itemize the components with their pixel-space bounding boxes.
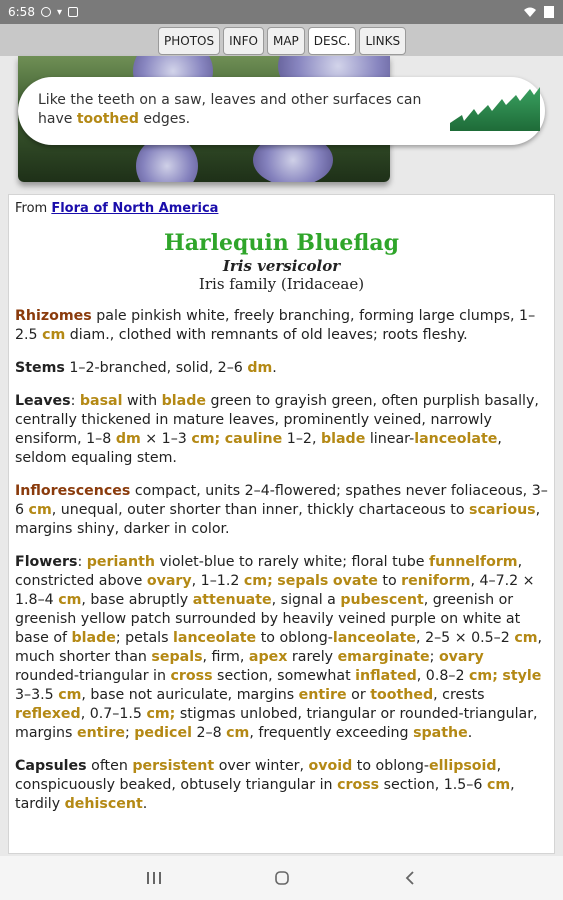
- description-text: or: [346, 687, 371, 703]
- description-text: over winter,: [214, 758, 309, 774]
- description-text: violet-blue to rarely white; floral tube: [154, 554, 429, 570]
- description-text: with: [122, 393, 162, 409]
- glossary-term[interactable]: dehiscent: [64, 796, 143, 812]
- description-text: , margins shiny, darker in color.: [15, 502, 541, 537]
- back-button[interactable]: [400, 868, 420, 888]
- description-text: compact, units 2–4-flowered; spathes never foliaceous, 3–6: [15, 483, 548, 518]
- signal-small-icon: ▾: [56, 6, 62, 18]
- glossary-term[interactable]: ovary: [438, 649, 484, 665]
- glossary-term[interactable]: style: [502, 668, 542, 684]
- glossary-term[interactable]: pedicel: [134, 725, 192, 741]
- glossary-term[interactable]: sepals: [151, 649, 203, 665]
- description-text: to: [377, 573, 402, 589]
- tab-photos[interactable]: PHOTOS: [158, 27, 220, 55]
- glossary-term[interactable]: toothed: [370, 687, 434, 703]
- glossary-term[interactable]: funnelform: [428, 554, 518, 570]
- glossary-term[interactable]: inflated: [355, 668, 417, 684]
- glossary-term[interactable]: persistent: [132, 758, 215, 774]
- description-text: stigmas unlobed, triangular or rounded-triangular, margins: [15, 706, 538, 741]
- tab-bar: [0, 24, 563, 56]
- glossary-term[interactable]: lanceolate: [414, 431, 498, 447]
- tab-info[interactable]: INFO: [223, 27, 264, 55]
- description-paragraphs: [15, 307, 548, 814]
- description-text: 2–8: [191, 725, 227, 741]
- glossary-tooltip[interactable]: [18, 77, 545, 145]
- description-text: , 0.7–1.5: [80, 706, 147, 722]
- description-text: , conspicuously beaked, obtusely triangular in: [15, 758, 502, 793]
- description-rhizomes: [15, 307, 548, 345]
- home-button[interactable]: [272, 868, 292, 888]
- description-text: pale pinkish white, freely branching, forming large clumps, 1–2.5: [15, 308, 536, 343]
- scientific-name: Iris versicolor: [222, 257, 341, 275]
- description-text: linear-: [365, 431, 415, 447]
- section-heading: Capsules: [15, 758, 87, 774]
- description-text: , seldom equaling stem.: [15, 431, 502, 466]
- description-text: , tardily: [15, 777, 515, 812]
- glossary-term[interactable]: reniform: [401, 573, 471, 589]
- description-text: :: [77, 554, 87, 570]
- glossary-term[interactable]: lanceolate: [173, 630, 257, 646]
- section-heading: Stems: [15, 360, 65, 376]
- description-capsules: [15, 757, 548, 814]
- glossary-term[interactable]: cm;: [243, 573, 273, 589]
- status-bar: [0, 0, 563, 24]
- glossary-term[interactable]: ellipsoid: [428, 758, 497, 774]
- description-text: to oblong-: [256, 630, 333, 646]
- description-text: ;: [124, 725, 135, 741]
- glossary-term[interactable]: cm;: [191, 431, 221, 447]
- glossary-term[interactable]: cm: [486, 777, 511, 793]
- tooltip-text: Like the teeth on a saw, leaves and other surfaces can have toothed edges.: [38, 92, 422, 127]
- description-text: , 0.8–2: [416, 668, 469, 684]
- glossary-term[interactable]: cm: [514, 630, 538, 646]
- description-text: , base not auriculate, margins: [81, 687, 299, 703]
- recents-button[interactable]: [144, 868, 164, 888]
- battery-icon: [543, 5, 555, 19]
- tab-links[interactable]: LINKS: [359, 27, 406, 55]
- glossary-term[interactable]: cm: [42, 327, 66, 343]
- title-block: [15, 230, 548, 293]
- glossary-term[interactable]: attenuate: [192, 592, 272, 608]
- glossary-term[interactable]: reflexed: [15, 706, 81, 722]
- family-name: Iris family (Iridaceae): [198, 275, 365, 293]
- glossary-term[interactable]: cauline: [224, 431, 283, 447]
- glossary-term[interactable]: blade: [320, 431, 366, 447]
- description-text: rounded-triangular in: [15, 668, 171, 684]
- description-inflorescences: [15, 482, 548, 539]
- tooltip-keyword: toothed: [76, 111, 139, 127]
- description-text: ;: [429, 649, 439, 665]
- glossary-term[interactable]: entire: [76, 725, 125, 741]
- description-text: , much shorter than: [15, 630, 543, 665]
- source-line: From Flora of North America: [15, 201, 219, 216]
- description-text: , base abruptly: [81, 592, 193, 608]
- navigation-bar: [0, 856, 563, 900]
- glossary-term[interactable]: sepals: [277, 573, 329, 589]
- glossary-term[interactable]: ovoid: [308, 758, 353, 774]
- tabs: [158, 27, 406, 55]
- description-text: :: [70, 393, 80, 409]
- description-text: , 4–7.2 × 1.8–4: [15, 573, 535, 608]
- section-heading: Flowers: [15, 554, 78, 570]
- section-heading: Leaves: [15, 393, 71, 409]
- glossary-term[interactable]: apex: [248, 649, 288, 665]
- tab-desc[interactable]: DESC.: [308, 27, 357, 55]
- glossary-term[interactable]: cm: [58, 687, 82, 703]
- glossary-term[interactable]: cm: [58, 592, 82, 608]
- description-text: 3–3.5: [15, 687, 59, 703]
- description-text: often: [86, 758, 133, 774]
- glossary-term[interactable]: cm;: [469, 668, 498, 684]
- description-text: , signal a: [271, 592, 341, 608]
- description-text: .: [142, 796, 148, 812]
- glossary-term[interactable]: blade: [71, 630, 116, 646]
- description-panel[interactable]: [8, 194, 555, 854]
- glossary-term[interactable]: Rhizomes: [15, 308, 92, 324]
- back-icon: [404, 870, 416, 886]
- message-icon: [68, 7, 78, 17]
- description-text: to oblong-: [352, 758, 429, 774]
- glossary-term[interactable]: spathe: [413, 725, 468, 741]
- glossary-term[interactable]: ovary: [146, 573, 192, 589]
- recents-icon: [146, 871, 162, 885]
- description-text: , 1–1.2: [191, 573, 244, 589]
- status-time: 6:58: [8, 5, 35, 19]
- glossary-term[interactable]: emarginate: [337, 649, 430, 665]
- description-text: × 1–3: [140, 431, 192, 447]
- tab-map[interactable]: MAP: [267, 27, 305, 55]
- glossary-term[interactable]: cm;: [146, 706, 176, 722]
- description-text: green to grayish green, often purplish basally, centrally thickened in mature leaves, prominently veined, narrowly ensiform, 1–8: [15, 393, 539, 447]
- glossary-term[interactable]: scarious: [469, 502, 536, 518]
- glossary-term[interactable]: lanceolate: [332, 630, 417, 646]
- description-flowers: [15, 553, 548, 743]
- source-link[interactable]: Flora of North America: [51, 201, 219, 216]
- description-text: section, somewhat: [212, 668, 356, 684]
- description-text: diam., clothed with remnants of old leaves; roots fleshy.: [65, 327, 468, 343]
- glossary-term[interactable]: entire: [298, 687, 347, 703]
- description-text: , frequently exceeding: [249, 725, 414, 741]
- description-text: 1–2,: [282, 431, 321, 447]
- description-stems: [15, 359, 548, 378]
- glossary-term[interactable]: cross: [170, 668, 213, 684]
- description-text: , 2–5 × 0.5–2: [416, 630, 515, 646]
- glossary-term[interactable]: dm: [247, 360, 273, 376]
- glossary-term[interactable]: pubescent: [340, 592, 424, 608]
- description-text: , constricted above: [15, 554, 523, 589]
- wifi-icon: [523, 6, 537, 18]
- glossary-term[interactable]: cm: [28, 502, 52, 518]
- description-text: , unequal, outer shorter than inner, thickly chartaceous to: [51, 502, 470, 518]
- glossary-term[interactable]: ovate: [332, 573, 378, 589]
- description-text: , greenish or greenish yellow patch surrounded by heavily veined purple on white at base of: [15, 592, 521, 646]
- glossary-term[interactable]: cross: [337, 777, 380, 793]
- description-text: 1–2-branched, solid, 2–6: [64, 360, 248, 376]
- glossary-term[interactable]: Inflorescences: [15, 483, 131, 499]
- home-icon: [274, 870, 290, 886]
- glossary-term[interactable]: perianth: [86, 554, 155, 570]
- description-text: rarely: [287, 649, 338, 665]
- glossary-term[interactable]: cm: [226, 725, 250, 741]
- description-leaves: [15, 392, 548, 468]
- common-name: Harlequin Blueflag: [164, 230, 399, 256]
- glossary-term[interactable]: blade: [161, 393, 206, 409]
- description-text: section, 1.5–6: [379, 777, 487, 793]
- settings-icon: [41, 7, 51, 17]
- description-text: , firm,: [202, 649, 249, 665]
- glossary-term[interactable]: dm: [115, 431, 141, 447]
- description-text: .: [467, 725, 473, 741]
- description-text: .: [272, 360, 277, 376]
- description-text: ; petals: [115, 630, 174, 646]
- toothed-edge-icon: [448, 85, 542, 133]
- description-text: , crests: [433, 687, 485, 703]
- glossary-term[interactable]: basal: [79, 393, 123, 409]
